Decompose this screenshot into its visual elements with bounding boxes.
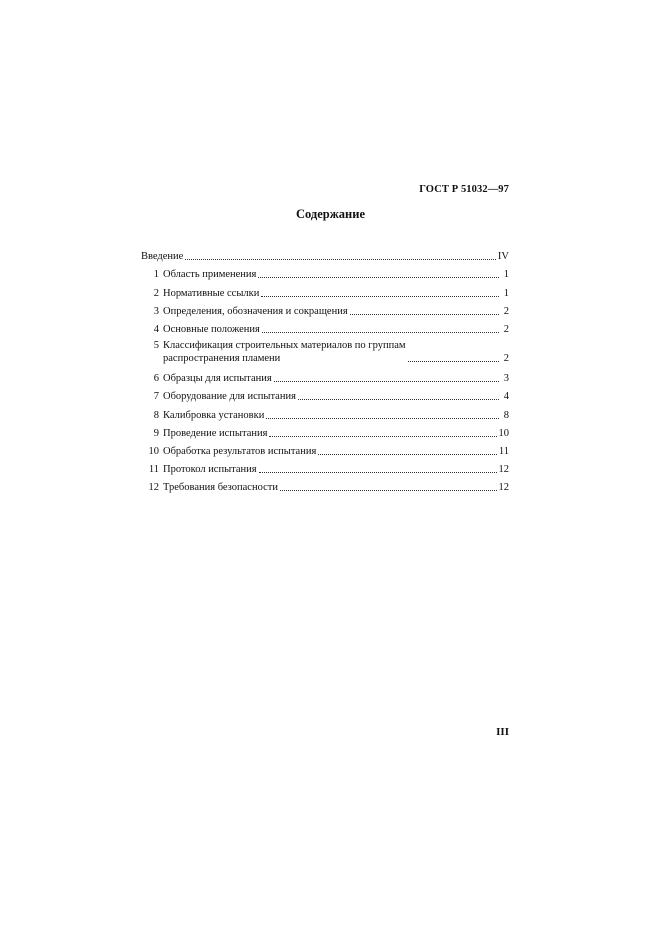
toc-entry-page: 1 bbox=[503, 269, 509, 281]
toc-entry-page: 2 bbox=[503, 305, 509, 317]
toc-entry-number: 3 bbox=[153, 305, 159, 317]
toc-entry-title: Требования безопасности bbox=[163, 482, 278, 494]
toc-entry-number: 9 bbox=[153, 427, 159, 439]
toc-entry-1 bbox=[141, 263, 509, 281]
dot-leader bbox=[280, 488, 497, 491]
toc-entry-page: IV bbox=[497, 251, 509, 263]
toc-entry-8 bbox=[141, 403, 509, 421]
toc-entry-title: Калибровка установки bbox=[163, 409, 265, 421]
toc-entry-title: Классификация строительных материалов по группам bbox=[163, 339, 406, 351]
toc-entry-number: 10 bbox=[148, 445, 159, 457]
toc-entry-5 bbox=[141, 339, 509, 365]
toc-entry-page: 2 bbox=[503, 323, 509, 335]
toc-entry-title-continued: распространения пламени bbox=[163, 352, 281, 364]
toc-entry-page: 11 bbox=[498, 445, 509, 457]
dot-leader bbox=[350, 312, 499, 315]
dot-leader bbox=[258, 275, 499, 278]
toc-entry-introduction bbox=[141, 245, 509, 263]
toc-entry-page: 12 bbox=[498, 482, 509, 494]
toc-entry-title: Образцы для испытания bbox=[163, 373, 272, 385]
toc-title: Содержание bbox=[295, 207, 365, 221]
toc-entry-number: 11 bbox=[148, 464, 159, 476]
toc-entry-title: Проведение испытания bbox=[163, 427, 268, 439]
toc-entry-number: 4 bbox=[153, 323, 159, 335]
dot-leader bbox=[269, 434, 496, 437]
dot-leader bbox=[274, 379, 499, 382]
toc-entry-10 bbox=[141, 440, 509, 458]
toc-entry-number: 1 bbox=[153, 269, 159, 281]
toc-entry-3 bbox=[141, 300, 509, 318]
page-number: III bbox=[496, 726, 509, 738]
toc-entry-page: 8 bbox=[503, 409, 509, 421]
toc-entry-number: 8 bbox=[153, 409, 159, 421]
toc-entry-9 bbox=[141, 422, 509, 440]
toc-entry-12 bbox=[141, 476, 509, 494]
toc-entry-4 bbox=[141, 318, 509, 336]
toc-entry-number: 2 bbox=[153, 287, 159, 299]
table-of-contents bbox=[141, 245, 509, 494]
toc-entry-title: Определения, обозначения и сокращения bbox=[163, 305, 348, 317]
toc-entry-title: Основные положения bbox=[163, 323, 260, 335]
toc-entry-title: Оборудование для испытания bbox=[163, 391, 296, 403]
dot-leader bbox=[262, 330, 499, 333]
dot-leader bbox=[261, 294, 499, 297]
toc-entry-title: Введение bbox=[141, 251, 184, 263]
toc-entry-number: 7 bbox=[153, 391, 159, 403]
document-code: ГОСТ Р 51032—97 bbox=[419, 184, 509, 195]
dot-leader bbox=[185, 257, 496, 260]
toc-entry-number: 5 bbox=[153, 339, 159, 351]
dot-leader bbox=[298, 397, 499, 400]
toc-entry-number: 6 bbox=[153, 373, 159, 385]
toc-entry-page: 12 bbox=[498, 464, 509, 476]
toc-entry-title: Область применения bbox=[163, 269, 257, 281]
toc-entry-title: Протокол испытания bbox=[163, 464, 257, 476]
toc-entry-title: Нормативные ссылки bbox=[163, 287, 260, 299]
toc-entry-2 bbox=[141, 281, 509, 299]
dot-leader bbox=[408, 359, 500, 362]
toc-entry-page: 4 bbox=[503, 391, 509, 403]
dot-leader bbox=[266, 416, 499, 419]
dot-leader bbox=[259, 470, 497, 473]
dot-leader bbox=[318, 452, 497, 455]
toc-entry-11 bbox=[141, 458, 509, 476]
toc-entry-title: Обработка результатов испытания bbox=[163, 445, 317, 457]
toc-entry-page: 3 bbox=[503, 373, 509, 385]
toc-entry-6 bbox=[141, 367, 509, 385]
toc-entry-number: 12 bbox=[148, 482, 159, 494]
toc-entry-page: 10 bbox=[498, 427, 509, 439]
toc-entry-page: 1 bbox=[503, 287, 509, 299]
toc-entry-7 bbox=[141, 385, 509, 403]
toc-entry-page: 2 bbox=[503, 352, 509, 364]
